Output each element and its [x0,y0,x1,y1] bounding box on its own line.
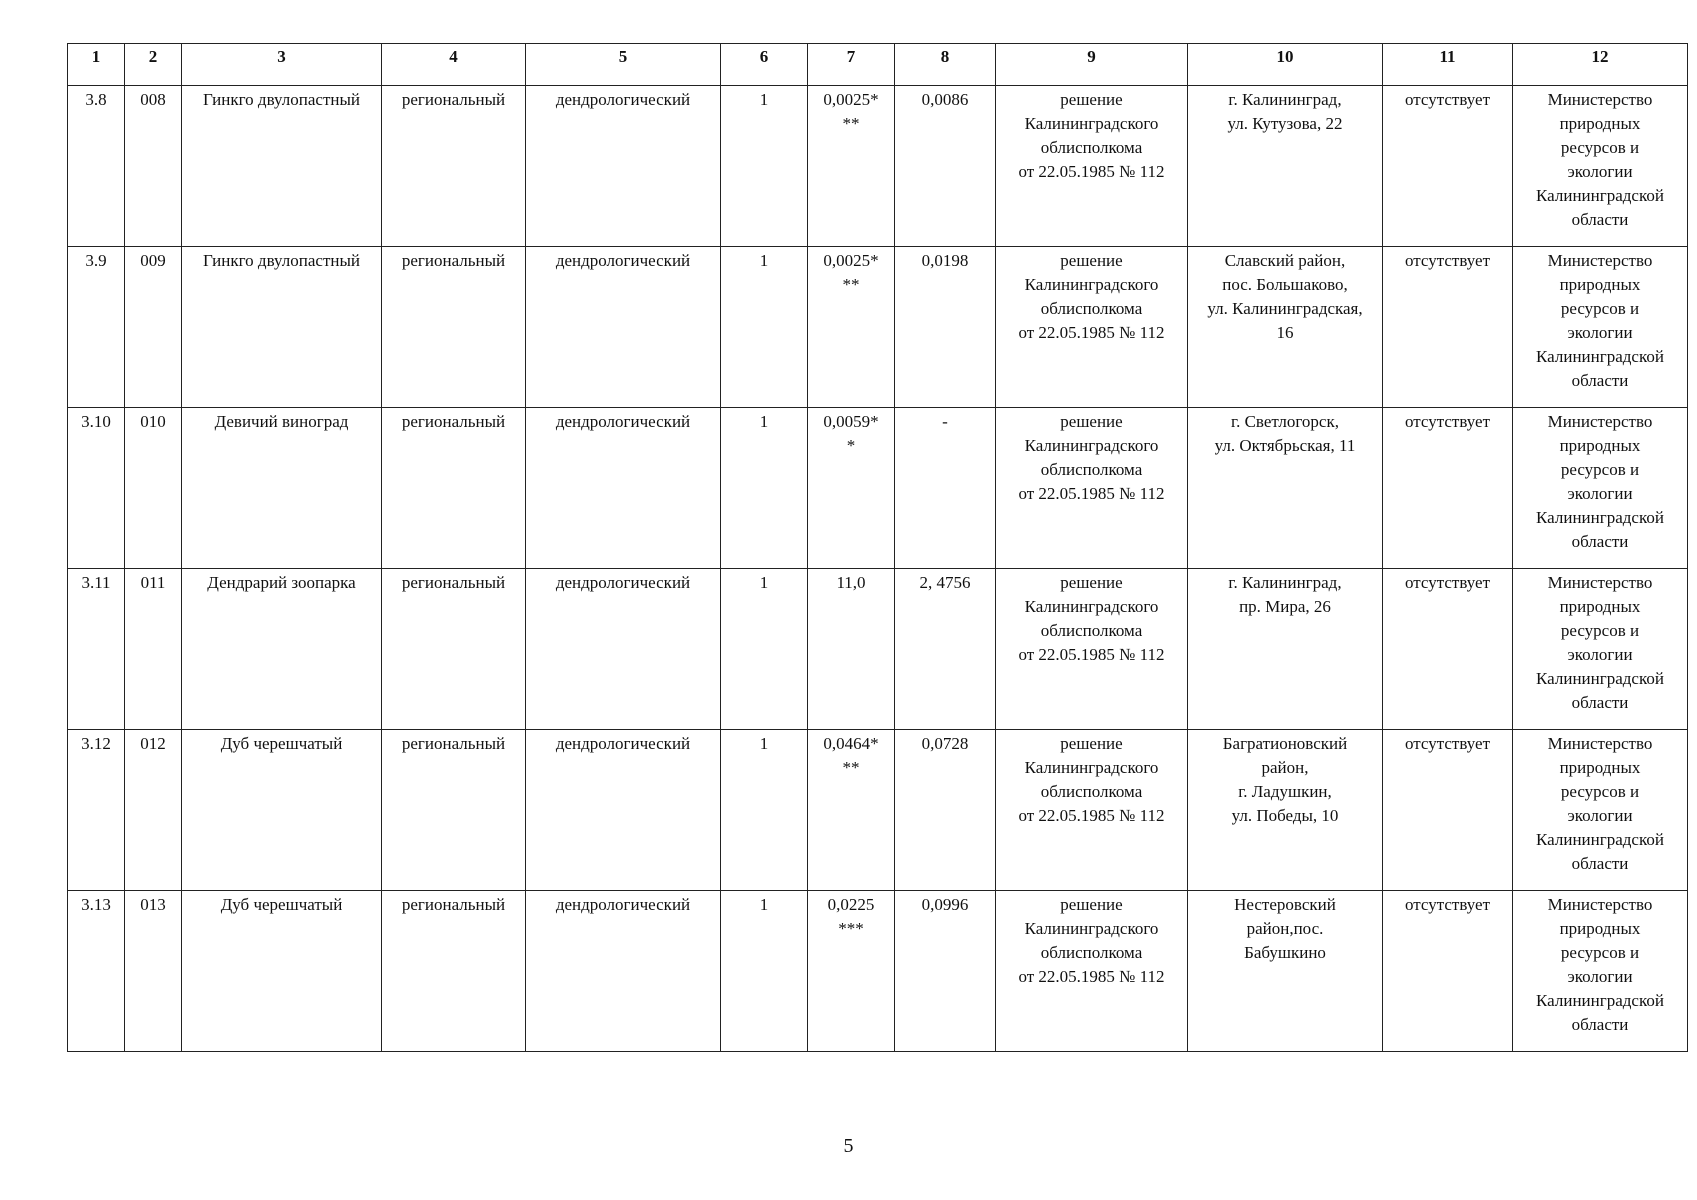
cell-count: 1 [721,569,808,730]
cell-area: 0,0059* * [808,408,895,569]
table-row [68,86,1688,247]
cell-status: отсутствует [1383,891,1513,1052]
column-header-5: 5 [526,44,721,86]
table-row [68,569,1688,730]
cell-code: 009 [125,247,182,408]
cell-count: 1 [721,408,808,569]
cell-area: 0,0025* ** [808,247,895,408]
column-header-8: 8 [895,44,996,86]
cell-decision: решение Калининградского облисполкома от 22.05.1985 № 112 [996,891,1188,1052]
cell-count: 1 [721,86,808,247]
cell-number: 3.10 [68,408,125,569]
cell-decision: решение Калининградского облисполкома от 22.05.1985 № 112 [996,730,1188,891]
cell-code: 008 [125,86,182,247]
cell-area: 0,0225 *** [808,891,895,1052]
cell-zone-area: 0,0996 [895,891,996,1052]
table-row [68,891,1688,1052]
cell-code: 013 [125,891,182,1052]
cell-name: Дуб черешчатый [182,730,382,891]
cell-zone-area: - [895,408,996,569]
cell-authority: Министерство природных ресурсов и экологии Калининградской области [1513,569,1688,730]
header-row [68,44,1688,86]
table-row [68,408,1688,569]
cell-zone-area: 0,0086 [895,86,996,247]
cell-authority: Министерство природных ресурсов и экологии Калининградской области [1513,408,1688,569]
column-header-6: 6 [721,44,808,86]
column-header-7: 7 [808,44,895,86]
page-number: 5 [843,1135,854,1157]
cell-number: 3.13 [68,891,125,1052]
column-header-11: 11 [1383,44,1513,86]
cell-area: 0,0464* ** [808,730,895,891]
cell-decision: решение Калининградского облисполкома от 22.05.1985 № 112 [996,86,1188,247]
cell-number: 3.11 [68,569,125,730]
cell-profile: дендрологический [526,891,721,1052]
cell-number: 3.9 [68,247,125,408]
cell-profile: дендрологический [526,569,721,730]
cell-significance: региональный [382,891,526,1052]
column-header-10: 10 [1188,44,1383,86]
cell-number: 3.12 [68,730,125,891]
cell-name: Дуб черешчатый [182,891,382,1052]
cell-count: 1 [721,730,808,891]
cell-authority: Министерство природных ресурсов и экологии Калининградской области [1513,891,1688,1052]
cell-status: отсутствует [1383,408,1513,569]
cell-authority: Министерство природных ресурсов и экологии Калининградской области [1513,86,1688,247]
cell-decision: решение Калининградского облисполкома от 22.05.1985 № 112 [996,247,1188,408]
cell-location: Багратионовский район, г. Ладушкин, ул. Победы, 10 [1188,730,1383,891]
cell-name: Дендрарий зоопарка [182,569,382,730]
cell-location: г. Калининград, ул. Кутузова, 22 [1188,86,1383,247]
cell-profile: дендрологический [526,86,721,247]
cell-name: Гинкго двулопастный [182,247,382,408]
cell-status: отсутствует [1383,86,1513,247]
cell-decision: решение Калининградского облисполкома от 22.05.1985 № 112 [996,408,1188,569]
cell-count: 1 [721,247,808,408]
cell-location: Славский район, пос. Большаково, ул. Калининградская, 16 [1188,247,1383,408]
table-row [68,247,1688,408]
cell-significance: региональный [382,247,526,408]
cell-authority: Министерство природных ресурсов и экологии Калининградской области [1513,730,1688,891]
cell-location: г. Калининград, пр. Мира, 26 [1188,569,1383,730]
cell-profile: дендрологический [526,408,721,569]
document-sheet [67,43,1687,1052]
cell-status: отсутствует [1383,247,1513,408]
table-row [68,730,1688,891]
cell-zone-area: 0,0728 [895,730,996,891]
cell-profile: дендрологический [526,247,721,408]
cell-status: отсутствует [1383,730,1513,891]
cell-code: 012 [125,730,182,891]
cell-significance: региональный [382,730,526,891]
cell-area: 11,0 [808,569,895,730]
cell-zone-area: 0,0198 [895,247,996,408]
cell-significance: региональный [382,569,526,730]
cell-area: 0,0025* ** [808,86,895,247]
column-header-1: 1 [68,44,125,86]
cell-name: Гинкго двулопастный [182,86,382,247]
cell-profile: дендрологический [526,730,721,891]
column-header-9: 9 [996,44,1188,86]
cell-number: 3.8 [68,86,125,247]
cell-significance: региональный [382,408,526,569]
cell-significance: региональный [382,86,526,247]
cell-code: 010 [125,408,182,569]
cell-code: 011 [125,569,182,730]
cell-zone-area: 2, 4756 [895,569,996,730]
cell-count: 1 [721,891,808,1052]
column-header-2: 2 [125,44,182,86]
cell-status: отсутствует [1383,569,1513,730]
column-header-3: 3 [182,44,382,86]
column-header-12: 12 [1513,44,1688,86]
cell-authority: Министерство природных ресурсов и экологии Калининградской области [1513,247,1688,408]
protected-areas-table [67,43,1688,1052]
cell-location: г. Светлогорск, ул. Октябрьская, 11 [1188,408,1383,569]
column-header-4: 4 [382,44,526,86]
cell-name: Девичий виноград [182,408,382,569]
cell-decision: решение Калининградского облисполкома от 22.05.1985 № 112 [996,569,1188,730]
cell-location: Нестеровский район,пос. Бабушкино [1188,891,1383,1052]
